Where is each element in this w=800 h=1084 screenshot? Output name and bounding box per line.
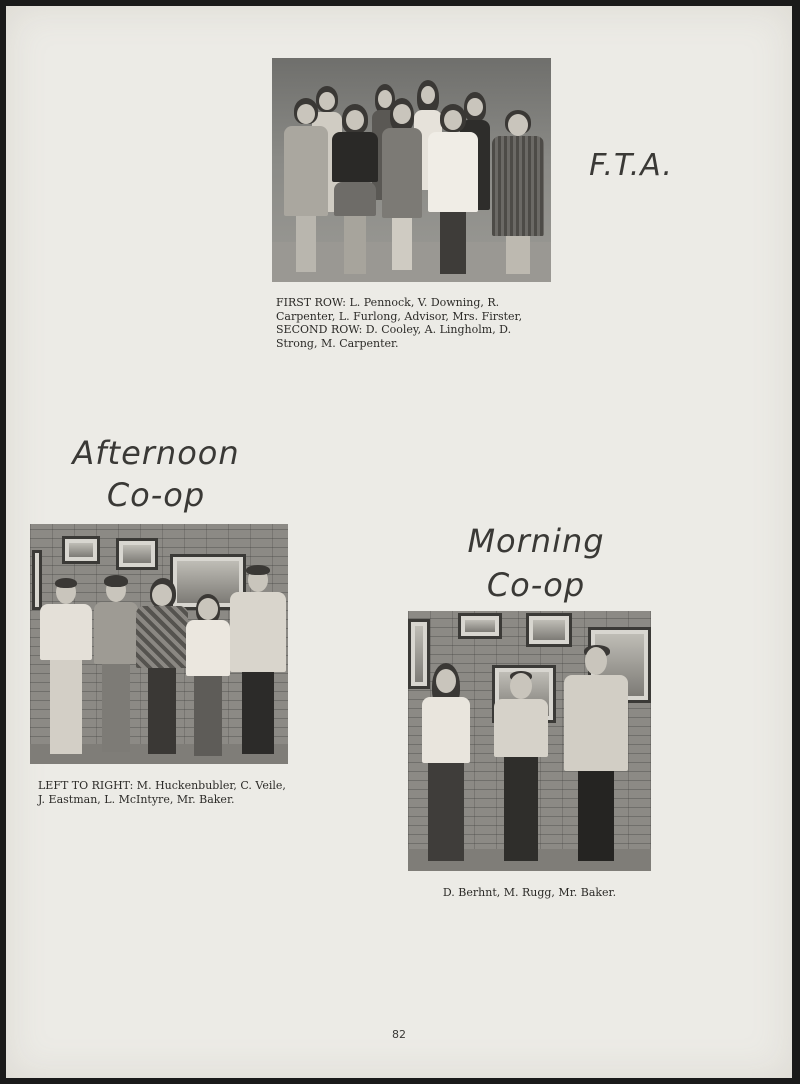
wall-painting bbox=[62, 536, 100, 564]
person-figure bbox=[40, 580, 92, 760]
afternoon-coop-heading bbox=[56, 432, 256, 516]
person-figure bbox=[136, 580, 188, 760]
wall-painting bbox=[116, 538, 158, 570]
person-figure bbox=[230, 568, 286, 758]
morning-coop-caption: D. Berhnt, M. Rugg, Mr. Baker. bbox=[442, 886, 617, 899]
morning-coop-heading bbox=[436, 519, 636, 607]
person-figure bbox=[494, 673, 548, 867]
person-figure bbox=[420, 663, 472, 867]
afternoon-heading-line1: Afternoon bbox=[72, 434, 240, 472]
wall-painting bbox=[458, 613, 502, 639]
morning-heading-line1: Morning bbox=[467, 522, 605, 560]
person-figure bbox=[564, 647, 628, 867]
page-number: 82 bbox=[392, 1028, 406, 1041]
person-figure bbox=[332, 104, 378, 280]
afternoon-coop-caption: LEFT TO RIGHT: M. Huckenbubler, C. Veile, J. Eastman, L. McIntyre, Mr. Baker. bbox=[38, 779, 286, 806]
morning-coop-photo bbox=[408, 611, 651, 871]
person-figure bbox=[284, 98, 328, 278]
person-figure bbox=[382, 98, 422, 278]
person-figure bbox=[492, 110, 544, 280]
fta-group-photo bbox=[272, 58, 551, 282]
fta-heading: F.T.A. bbox=[589, 148, 673, 183]
wall-painting bbox=[526, 613, 572, 647]
afternoon-coop-photo bbox=[30, 524, 288, 764]
morning-heading-line2: Co-op bbox=[486, 566, 586, 604]
afternoon-heading-line2: Co-op bbox=[106, 476, 206, 514]
yearbook-page bbox=[6, 6, 792, 1078]
person-figure bbox=[186, 594, 230, 760]
person-figure bbox=[94, 578, 138, 758]
fta-caption: FIRST ROW: L. Pennock, V. Downing, R. Carpenter, L. Furlong, Advisor, Mrs. Firster, SECOND ROW: D. Cooley, A. Lingholm, D. Strong, M. Carpenter. bbox=[276, 296, 523, 350]
person-figure bbox=[428, 104, 478, 280]
